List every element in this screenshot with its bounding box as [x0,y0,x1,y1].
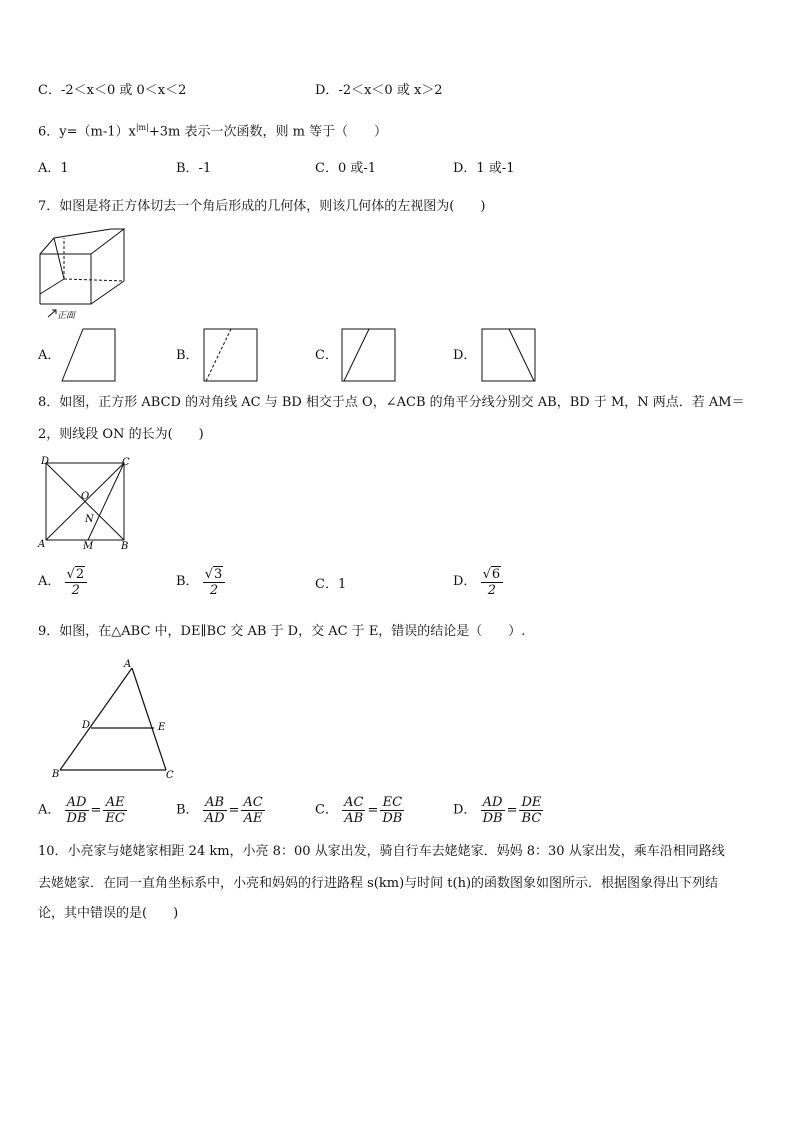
q9-option-a-label: A． [38,802,61,818]
q9-option-a-den2: EC [105,811,125,826]
q9-option-d-num1: AD [481,795,505,811]
q8-option-b-radicand: 3 [214,567,223,582]
q8-option-b [176,566,225,598]
q6-stem-post: +3m 表示一次函数，则 m 等于（ ） [148,124,388,140]
q9-option-b-equals: = [228,802,240,818]
q8-option-a-fraction: $\frac{√2}{2}$ [65,566,88,598]
q8-option-d-radicand: 6 [491,567,501,582]
q6-option-d: D．1 或-1 [453,161,515,176]
q8-label-m: M [83,541,94,550]
q9-option-b-num1: AB [203,795,227,811]
q9-option-a-num2: AE [103,795,126,811]
q8-option-b-denominator: 2 [209,583,219,598]
q9-option-d-label: D． [453,802,477,818]
q8-label-d: D [41,456,50,467]
q9-option-b-num2: AC [243,795,263,810]
q7-cube-figure [36,226,128,322]
q8-option-b-label: B． [176,574,199,589]
q7-option-d: D． [453,348,477,363]
q8-option-d-fraction: $\frac{√6}{2}$ [481,566,504,598]
q5-option-d: D．-2＜x＜0 或 x＞2 [315,83,443,98]
q7-option-c-figure [341,328,397,384]
q8-option-b-fraction: $\frac{√3}{2}$ [203,566,226,598]
q6-stem-pre: 6．y=（m-1）x [38,124,136,140]
q8-square-figure [36,454,136,550]
q8-option-c: C．1 [315,577,347,592]
q7-front-label: 正面 [57,311,76,321]
q9-option-a-num1: AD [65,795,89,811]
q6-option-c: C．0 或-1 [315,161,377,176]
q8-label-c: C [122,457,130,468]
q9-option-c [315,795,404,826]
q9-option-a-equals: = [90,802,102,818]
q9-triangle-figure [48,656,180,782]
q10-stem-line2: 去姥姥家．在同一直角坐标系中，小亮和妈妈的行进路程 s(km)与时间 t(h)的函数图象如图所示．根据图象得出下列结 [38,876,719,891]
q8-label-a: A [38,539,46,550]
q8-label-b: B [121,541,129,550]
q6-stem-exponent: |m| [135,123,149,132]
q9-option-b [176,795,265,826]
q9-label-b: B [52,769,60,780]
q8-option-d [453,566,503,598]
q5-option-c: C．-2＜x＜0 或 0＜x＜2 [38,83,187,98]
q9-label-c: C [166,770,174,781]
q8-label-n: N [85,514,94,525]
q7-stem: 7．如图是将正方体切去一个角后形成的几何体，则该几何体的左视图为( ) [38,199,486,214]
q6-option-b: B．-1 [176,161,212,176]
q8-option-a-denominator: 2 [71,583,80,598]
q9-stem: 9．如图，在△ABC 中，DE∥BC 交 AB 于 D，交 AC 于 E，错误的结论是（ ）. [38,624,526,639]
q9-option-d [453,795,543,826]
q9-option-d-den2: BC [521,811,542,826]
q9-option-b-label: B． [176,802,199,818]
q8-stem-line2: 2，则线段 ON 的长为( ) [38,427,204,442]
q9-option-d-equals: = [506,802,518,818]
q9-option-c-label: C． [315,802,338,818]
q7-option-a: A． [38,348,61,363]
q9-option-d-num2: DE [521,795,542,810]
q9-option-c-equals: = [367,802,379,818]
q10-stem-line3: 论，其中错误的是( ) [38,906,179,921]
q9-label-e: E [158,722,166,733]
q9-option-c-den2: DB [382,811,403,826]
q9-option-c-den1: AB [344,811,364,826]
q9-option-c-num2: EC [380,795,404,811]
q8-label-o: O [81,491,90,502]
q7-option-d-figure [481,328,537,384]
q9-option-b-den1: AD [204,811,225,826]
q9-option-d-den1: DB [482,811,503,826]
q10-stem-line1: 10．小亮家与姥姥家相距 24 km，小亮 8：00 从家出发，骑自行车去姥姥家．妈妈 8：30 从家出发，乘车沿相同路线 [38,844,725,859]
q7-option-b-figure [203,328,259,384]
q8-option-a [38,566,87,598]
q7-option-b: B． [176,348,199,363]
q9-label-a: A [124,659,132,670]
q9-option-b-den2: AE [243,811,263,826]
q8-stem-line1: 8．如图，正方形 ABCD 的对角线 AC 与 BD 相交于点 O，∠ACB 的角平分线分别交 AB，BD 于 M，N 两点．若 AM＝ [38,395,745,410]
q7-option-a-figure [60,328,118,384]
q6-stem [38,119,387,141]
q8-option-d-label: D． [453,574,477,589]
q9-option-c-num1: AC [344,795,364,810]
q6-option-a: A．1 [38,161,69,176]
q9-label-d: D [82,720,91,731]
q7-option-c: C． [315,348,338,363]
q9-option-a [38,795,127,826]
q8-option-a-radicand: 2 [75,567,85,582]
q8-option-d-denominator: 2 [487,583,496,598]
q9-option-a-den1: DB [66,811,87,826]
q8-option-a-label: A． [38,574,61,589]
